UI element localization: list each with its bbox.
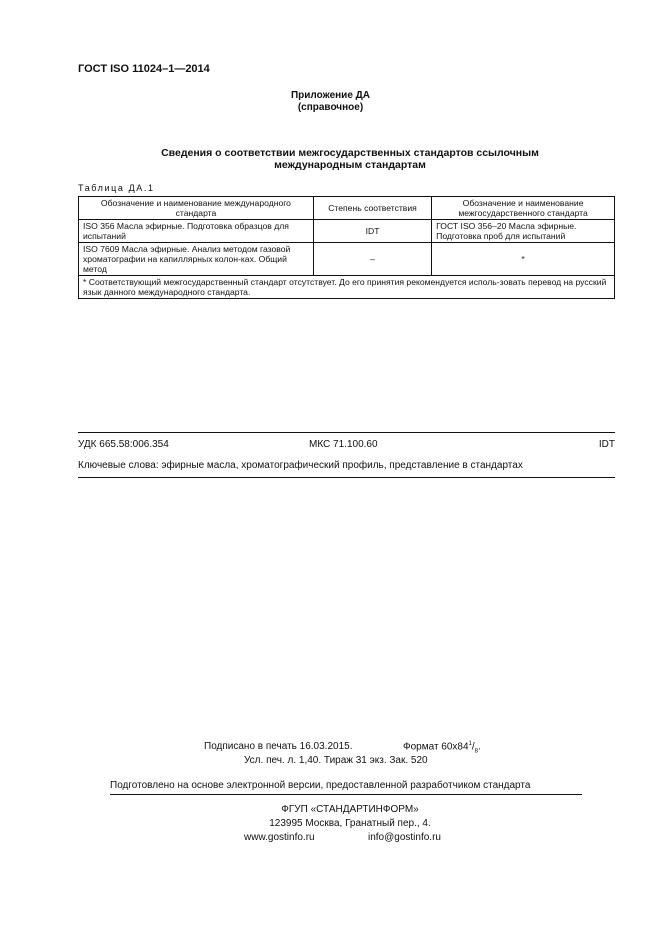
divider-bottom [78, 477, 615, 478]
publisher-website[interactable]: www.gostinfo.ru [244, 832, 315, 843]
cell-degree: – [313, 243, 431, 276]
imprint-divider [110, 794, 582, 795]
heading-line-2: международным стандартам [274, 159, 426, 171]
cell-interstate: * [432, 243, 615, 276]
cell-intl: ISO 356 Масла эфирные. Подготовка образцов для испытаний [79, 220, 314, 243]
format-end: . [478, 741, 481, 753]
print-info: Усл. печ. л. 1,40. Тираж 31 экз. Зак. 520 [244, 755, 428, 766]
table-row [79, 243, 615, 276]
format-label: Формат 60х84 [403, 741, 469, 753]
header-degree: Степень соответствия [313, 197, 431, 220]
section-heading [100, 147, 600, 171]
annex-block [0, 90, 661, 114]
reference-table [78, 196, 615, 299]
cell-degree: IDT [313, 220, 431, 243]
format-denominator: 8 [474, 748, 479, 755]
paper-format: Формат $60х84^1/_8$. [403, 741, 481, 755]
keywords: Ключевые слова: эфирные масла, хроматографический профиль, представление в стандартах [78, 460, 523, 471]
header-interstate-standard: Обозначение и наименование межгосударственного стандарта [432, 197, 615, 220]
annex-title: Приложение ДА [290, 90, 371, 101]
prepared-note: Подготовлено на основе электронной версии, предоставленной разработчиком стандарта [110, 780, 531, 791]
document-code: ГОСТ ISO 11024–1—2014 [78, 63, 210, 75]
table-caption: Таблица ДА.1 [78, 183, 155, 193]
divider-top [78, 432, 615, 433]
signed-date: Подписано в печать 16.03.2015. [204, 741, 353, 752]
cell-intl: ISO 7609 Масла эфирные. Анализ методом газовой хроматографии на капиллярных колон-ках. Общий метод [79, 243, 314, 276]
table-header-row [79, 197, 615, 220]
mks-code: МКС 71.100.60 [309, 439, 378, 450]
table-note-row [79, 276, 615, 299]
format-numerator: 1 [468, 741, 472, 747]
heading-line-1: Сведения о соответствии межгосударственных стандартов ссылочным [161, 147, 539, 159]
publisher-email[interactable]: info@gostinfo.ru [368, 832, 441, 843]
table-row [79, 220, 615, 243]
publisher-name: ФГУП «СТАНДАРТИНФОРМ» [281, 804, 419, 815]
table-note: * Соответствующий межгосударственный стандарт отсутствует. До его принятия рекомендуется исполь-зовать перевод на русский язык данного международного стандарта. [79, 276, 615, 299]
idt-label: IDT [598, 439, 615, 450]
annex-subtitle: (справочное) [297, 102, 364, 113]
header-intl-standard: Обозначение и наименование международного стандарта [79, 197, 314, 220]
publisher-address: 123995 Москва, Гранатный пер., 4. [269, 818, 431, 829]
cell-interstate: ГОСТ ISO 356–20 Масла эфирные. Подготовка проб для испытаний [432, 220, 615, 243]
udk-code: УДК 665.58:006.354 [78, 439, 169, 450]
